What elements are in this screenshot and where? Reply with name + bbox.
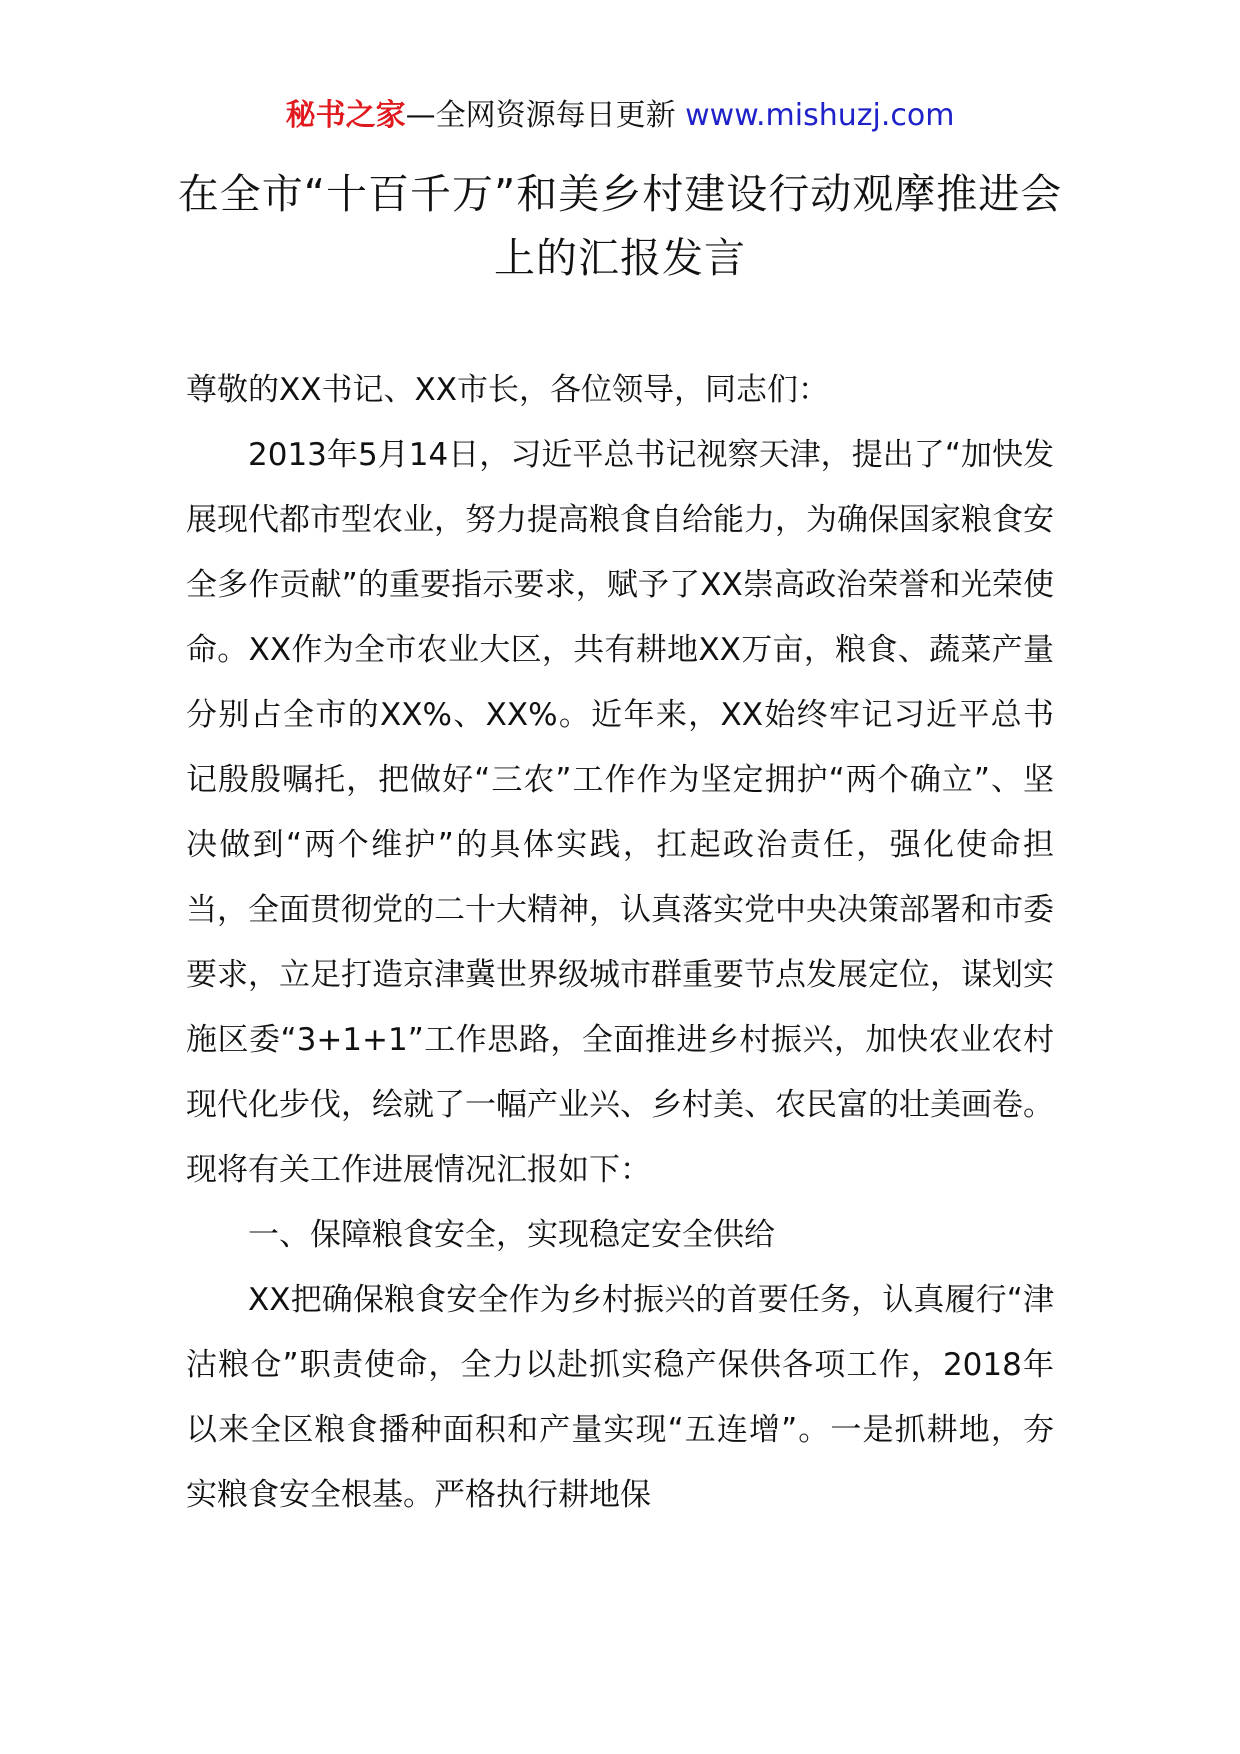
- paragraph: 2013年5月14日，习近平总书记视察天津，提出了“加快发展现代都市型农业，努力提高粮食自给能力，为确保国家粮食安全多作贡献”的重要指示要求，赋予了XX崇高政治荣誉和光荣使命。XX作为全市农业大区，共有耕地XX万亩，粮食、蔬菜产量分别占全市的XX%、XX%。近年来，XX始终牢记习近平总书记殷殷嘱托，把做好“三农”工作作为坚定拥护“两个确立”、坚决做到“两个维护”的具体实践，扛起政治责任，强化使命担当，全面贯彻党的二十大精神，认真落实党中央决策部署和市委要求，立足打造京津冀世界级城市群重要节点发展定位，谋划实施区委“3+1+1”工作思路，全面推进乡村振兴，加快农业农村现代化步伐，绘就了一幅产业兴、乡村美、农民富的壮美画卷。现将有关工作进展情况汇报如下：: [186, 437, 1054, 1188]
- document-title: 在全市“十百千万”和美乡村建设行动观摩推进会上的汇报发言: [177, 170, 1063, 282]
- site-header: [0, 96, 1240, 136]
- site-url[interactable]: www.mishuzj.com: [685, 98, 955, 133]
- salutation: 尊敬的XX书记、XX市长，各位领导，同志们：: [186, 372, 829, 408]
- brand-name: 秘书之家: [285, 98, 406, 133]
- section-heading: 一、保障粮食安全，实现稳定安全供给: [248, 1217, 775, 1253]
- paragraph: XX把确保粮食安全作为乡村振兴的首要任务，认真履行“津沽粮仓”职责使命，全力以赴抓实稳产保供各项工作，2018年以来全区粮食播种面积和产量实现“五连增”。一是抓耕地，夯实粮食安全根基。严格执行耕地保: [186, 1282, 1054, 1513]
- document-body: [186, 358, 1054, 1528]
- header-tagline: —全网资源每日更新: [405, 98, 686, 133]
